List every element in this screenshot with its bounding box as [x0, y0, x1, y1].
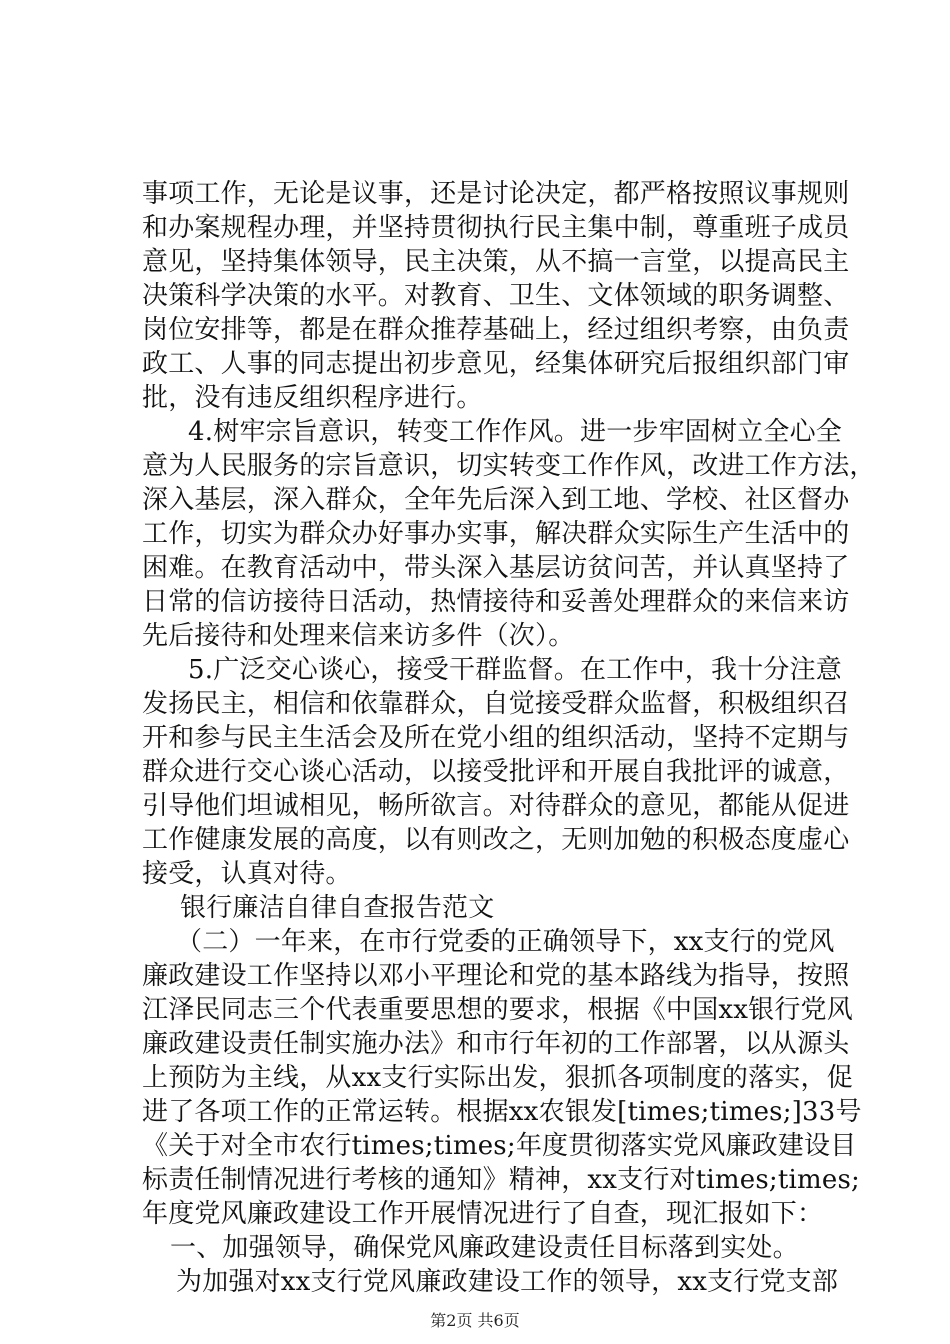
page-footer: 第2页 共6页	[430, 1311, 520, 1330]
paragraph-line: 进了各项工作的正常运转。根据xx农银发[times;times;]33号	[142, 1097, 862, 1127]
paragraph-line: 上预防为主线，从xx支行实际出发，狠抓各项制度的落实，促	[142, 1063, 853, 1093]
paragraph-line: 年度党风廉政建设工作开展情况进行了自查，现汇报如下：	[142, 1199, 824, 1229]
paragraph-heading-line: 一、加强领导，确保党风廉政建设责任目标落到实处。	[170, 1233, 799, 1263]
paragraph-line: 接受，认真对待。	[142, 859, 352, 889]
paragraph-line: 和办案规程办理，并坚持贯彻执行民主集中制，尊重班子成员	[142, 213, 850, 243]
paragraph-line: 发扬民主，相信和依靠群众，自觉接受群众监督，积极组织召	[142, 689, 850, 719]
paragraph-line: 工作健康发展的高度，以有则改之，无则加勉的积极态度虚心	[142, 825, 850, 855]
paragraph-line: 批，没有违反组织程序进行。	[142, 383, 483, 413]
paragraph-line: 廉政建设工作坚持以邓小平理论和党的基本路线为指导，按照	[142, 961, 850, 991]
paragraph-heading-line: 5.广泛交心谈心，接受干群监督。在工作中，我十分注意	[188, 655, 843, 685]
paragraph-line: 《关于对全市农行times;times;年度贯彻落实党风廉政建设目	[142, 1131, 857, 1161]
paragraph-heading-line: 4.树牢宗旨意识，转变工作作风。进一步牢固树立全心全	[188, 417, 843, 447]
paragraph-line: 深入基层，深入群众，全年先后深入到工地、学校、社区督办	[142, 485, 850, 515]
paragraph-line: 意见，坚持集体领导，民主决策，从不搞一言堂，以提高民主	[142, 247, 850, 277]
section-title: 银行廉洁自律自查报告范文	[180, 893, 495, 923]
paragraph-line: 江泽民同志三个代表重要思想的要求，根据《中国xx银行党风	[142, 995, 853, 1025]
paragraph-line: 廉政建设责任制实施办法》和市行年初的工作部署，以从源头	[142, 1029, 850, 1059]
paragraph-line: 困难。在教育活动中，带头深入基层访贫问苦，并认真坚持了	[142, 553, 850, 583]
paragraph-line: 引导他们坦诚相见，畅所欲言。对待群众的意见，都能从促进	[142, 791, 850, 821]
paragraph-line: 开和参与民主生活会及所在党小组的组织活动，坚持不定期与	[142, 723, 850, 753]
paragraph-line: 意为人民服务的宗旨意识，切实转变工作作风，改进工作方法，	[142, 451, 876, 481]
paragraph-line: 标责任制情况进行考核的通知》精神，xx支行对times;times;	[142, 1165, 860, 1195]
paragraph-line: 事项工作，无论是议事，还是讨论决定，都严格按照议事规则	[142, 179, 850, 209]
paragraph-line: 群众进行交心谈心活动，以接受批评和开展自我批评的诚意，	[142, 757, 850, 787]
paragraph-heading-line: （二）一年来，在市行党委的正确领导下，xx支行的党风	[176, 927, 835, 957]
paragraph-line: 工作，切实为群众办好事办实事，解决群众实际生产生活中的	[142, 519, 850, 549]
paragraph-line: 为加强对xx支行党风廉政建设工作的领导，xx支行党支部	[176, 1267, 839, 1297]
paragraph-line: 先后接待和处理来信来访多件（次）。	[142, 621, 575, 651]
paragraph-line: 政工、人事的同志提出初步意见，经集体研究后报组织部门审	[142, 349, 850, 379]
paragraph-line: 日常的信访接待日活动，热情接待和妥善处理群众的来信来访	[142, 587, 850, 617]
paragraph-line: 岗位安排等，都是在群众推荐基础上，经过组织考察，由负责	[142, 315, 850, 345]
paragraph-line: 决策科学决策的水平。对教育、卫生、文体领域的职务调整、	[142, 281, 850, 311]
